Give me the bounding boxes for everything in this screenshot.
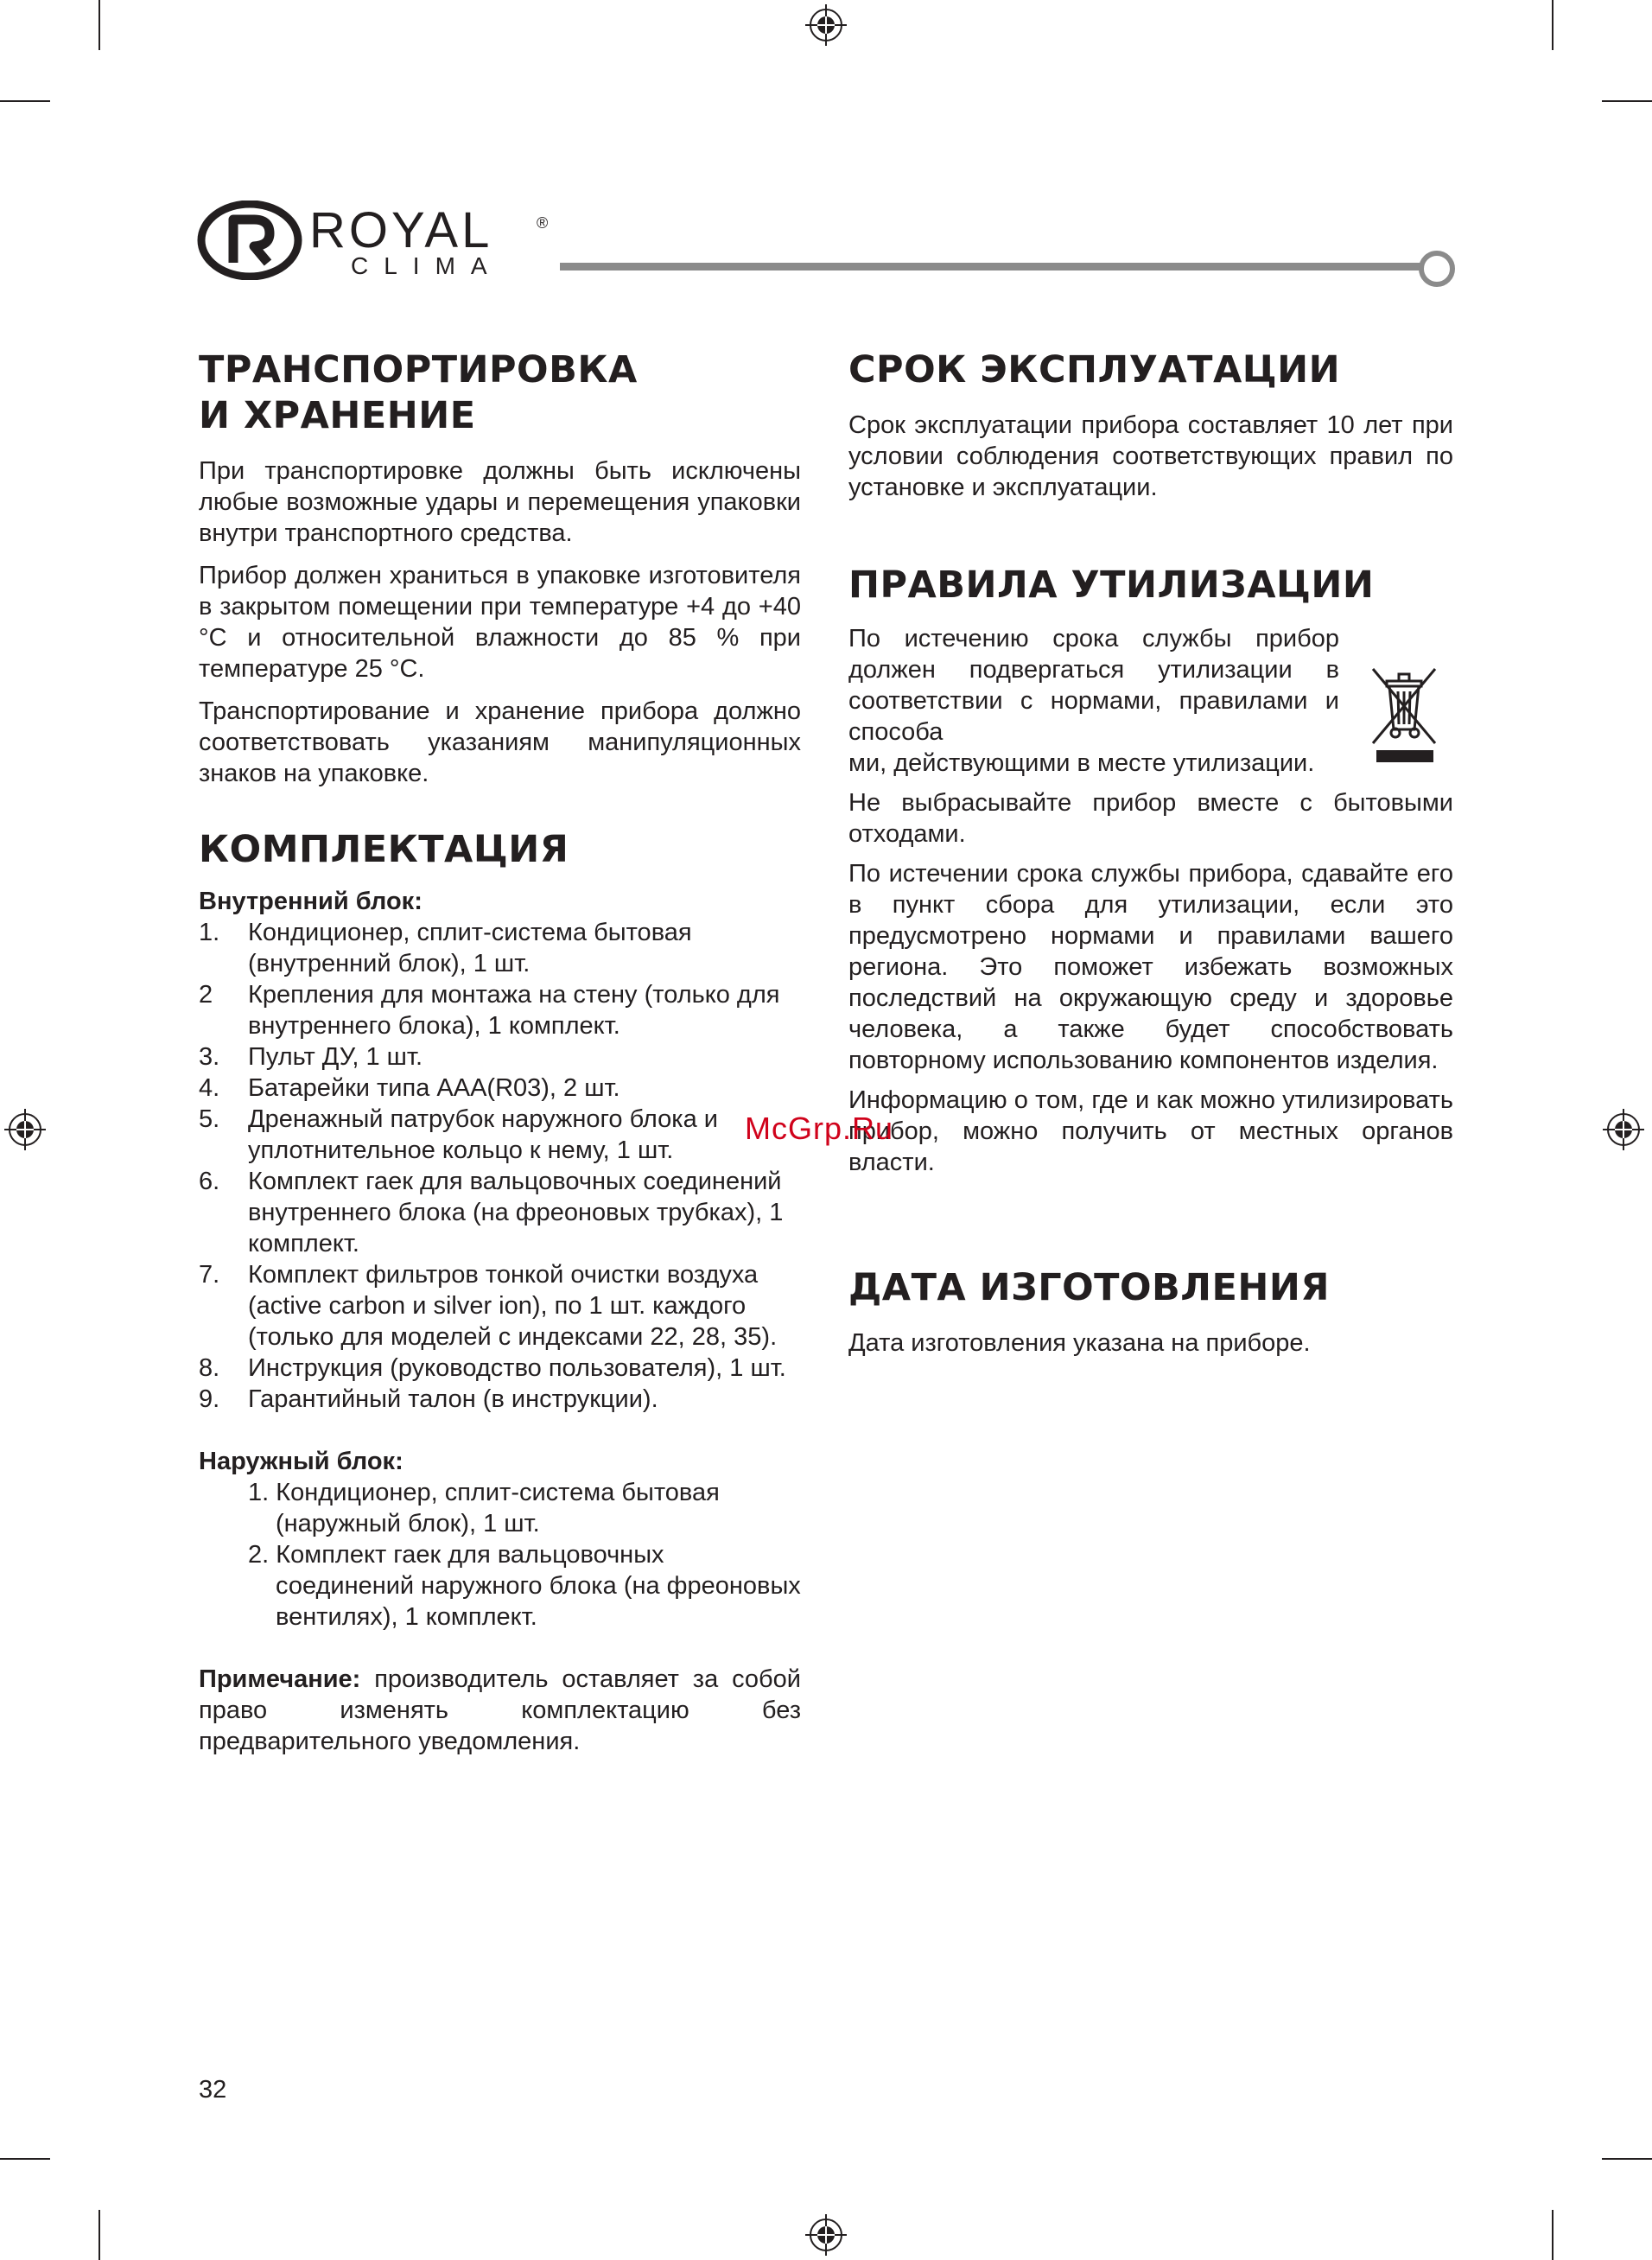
list-item-text: 2. Комплект гаек для вальцовочных соединений наружного блока (на фреоновых вентилях), 1 комплект. bbox=[248, 1541, 801, 1631]
list-item bbox=[199, 1073, 801, 1104]
list-item-text: Комплект фильтров тонкой очистки воздуха (active carbon и silver ion), по 1 шт. каждого (только для моделей с индексами 22, 28, 35). bbox=[248, 1261, 778, 1351]
list-item-text: Гарантийный талон (в инструкции). bbox=[248, 1385, 658, 1413]
kit-note-label: Примечание: bbox=[199, 1665, 361, 1693]
list-item-text: Дренажный патрубок наружного блока и уплотнительное кольцо к нему, 1 шт. bbox=[248, 1105, 718, 1164]
crop-mark bbox=[98, 2210, 100, 2260]
kit-title: КОМПЛЕКТАЦИЯ bbox=[199, 828, 569, 871]
indoor-unit-list bbox=[199, 917, 801, 1415]
manufacture-date-paragraph: Дата изготовления указана на приборе. bbox=[848, 1329, 1311, 1357]
page-number: 32 bbox=[199, 2076, 227, 2104]
list-item-number: 6. bbox=[199, 1168, 220, 1195]
disposal-title: ПРАВИЛА УТИЛИЗАЦИИ bbox=[848, 563, 1375, 607]
list-item bbox=[199, 1539, 801, 1633]
list-item bbox=[199, 1104, 801, 1166]
list-item bbox=[199, 917, 801, 979]
outdoor-unit-list bbox=[199, 1477, 801, 1633]
list-item-text: Крепления для монтажа на стену (только для внутреннего блока), 1 комплект. bbox=[248, 981, 780, 1040]
kit-note-text: производитель оставляет за собой право изменять комплектацию без предварительного уведомления. bbox=[199, 1665, 801, 1755]
list-item-text: Инструкция (руководство пользователя), 1 шт. bbox=[248, 1354, 786, 1382]
disposal-paragraph: Информацию о том, где и как можно утилизировать прибор, можно получить от местных органов власти. bbox=[848, 1086, 1453, 1176]
list-item-text: Батарейки типа ААА(R03), 2 шт. bbox=[248, 1074, 620, 1102]
list-item-text: 1. Кондиционер, сплит-система бытовая (наружный блок), 1 шт. bbox=[248, 1479, 720, 1537]
crop-mark bbox=[98, 0, 100, 50]
kit-note bbox=[199, 1664, 801, 1757]
brand-subname: CLIMA bbox=[351, 252, 503, 279]
list-item-number: 9. bbox=[199, 1385, 220, 1413]
disposal-wrapped-text: По истечению срока службы прибор должен подвергаться утилизации в соответствии с нормами, правилами и способа bbox=[848, 625, 1339, 746]
list-item-number: 4. bbox=[199, 1074, 220, 1102]
crop-mark bbox=[0, 100, 50, 102]
right-column bbox=[848, 347, 1453, 1359]
crop-mark bbox=[1602, 100, 1652, 102]
list-item-text: Комплект гаек для вальцовочных соединений внутреннего блока (на фреоновых трубках), 1 комплект. bbox=[248, 1168, 784, 1257]
transport-title-line2: И ХРАНЕНИЕ bbox=[199, 394, 476, 437]
disposal-paragraph: По истечении срока службы прибора, сдавайте его в пункт сбора для утилизации, если это предусмотрено нормами и правилами вашего региона. Это поможет избежать возможных последствий на окружающую среду и здоровье человека, а также будет способствовать повторному использованию компонентов изделия. bbox=[848, 860, 1453, 1074]
outdoor-unit-subtitle: Наружный блок: bbox=[199, 1448, 403, 1475]
service-life-title: СРОК ЭКСПЛУАТАЦИИ bbox=[848, 348, 1341, 392]
crossed-bin-icon bbox=[1369, 664, 1439, 766]
list-item-number: 8. bbox=[199, 1354, 220, 1382]
disposal-paragraph: Не выбрасывайте прибор вместе с бытовыми отходами. bbox=[848, 789, 1453, 848]
crop-mark bbox=[1552, 2210, 1554, 2260]
transport-title-line1: ТРАНСПОРТИРОВКА bbox=[199, 348, 638, 392]
registration-mark-icon bbox=[4, 1109, 46, 1150]
disposal-tail-text: ми, действующими в месте утилизации. bbox=[848, 749, 1315, 777]
list-item bbox=[199, 979, 801, 1041]
list-item bbox=[199, 1166, 801, 1259]
left-column bbox=[199, 347, 801, 1757]
header-rule bbox=[560, 263, 1424, 271]
list-item bbox=[199, 1353, 801, 1384]
brand-logo bbox=[197, 201, 560, 280]
watermark: McGrp.Ru bbox=[745, 1111, 894, 1146]
transport-paragraph: Прибор должен храниться в упаковке изготовителя в закрытом помещении при температуре +4 до +40 °С и относительной влажности до 85 % при температуре 25 °С. bbox=[199, 562, 801, 683]
registration-mark-icon bbox=[805, 2214, 847, 2256]
disposal-paragraph bbox=[848, 623, 1453, 779]
transport-title bbox=[199, 347, 801, 439]
registered-mark: ® bbox=[537, 214, 549, 232]
transport-paragraph: Транспортирование и хранение прибора должно соответствовать указаниям манипуляционных знаков на упаковке. bbox=[199, 697, 801, 787]
crop-mark bbox=[1552, 0, 1554, 50]
header-rule-end bbox=[1419, 251, 1455, 287]
crop-mark bbox=[0, 2158, 50, 2160]
list-item-number: 7. bbox=[199, 1261, 220, 1289]
list-item bbox=[199, 1384, 801, 1415]
list-item-number: 1. bbox=[199, 919, 220, 946]
brand-name: ROYAL bbox=[309, 202, 493, 258]
list-item-number: 5. bbox=[199, 1105, 220, 1133]
list-item bbox=[199, 1041, 801, 1073]
list-item-text: Кондиционер, сплит-система бытовая (внутренний блок), 1 шт. bbox=[248, 919, 692, 977]
transport-paragraph: При транспортировке должны быть исключены любые возможные удары и перемещения упаковки внутри транспортного средства. bbox=[199, 457, 801, 547]
registration-mark-icon bbox=[805, 4, 847, 46]
manufacture-date-title: ДАТА ИЗГОТОВЛЕНИЯ bbox=[848, 1266, 1330, 1309]
list-item-number: 2 bbox=[199, 981, 213, 1009]
list-item-text: Пульт ДУ, 1 шт. bbox=[248, 1043, 423, 1071]
list-item-number: 3. bbox=[199, 1043, 220, 1071]
crop-mark bbox=[1602, 2158, 1652, 2160]
indoor-unit-subtitle: Внутренний блок: bbox=[199, 888, 423, 915]
registration-mark-icon bbox=[1603, 1109, 1644, 1150]
list-item bbox=[199, 1477, 801, 1539]
list-item bbox=[199, 1259, 801, 1353]
royal-clima-r-icon bbox=[197, 201, 302, 280]
service-life-paragraph: Срок эксплуатации прибора составляет 10 лет при условии соблюдения соответствующих правил по установке и эксплуатации. bbox=[848, 411, 1453, 501]
